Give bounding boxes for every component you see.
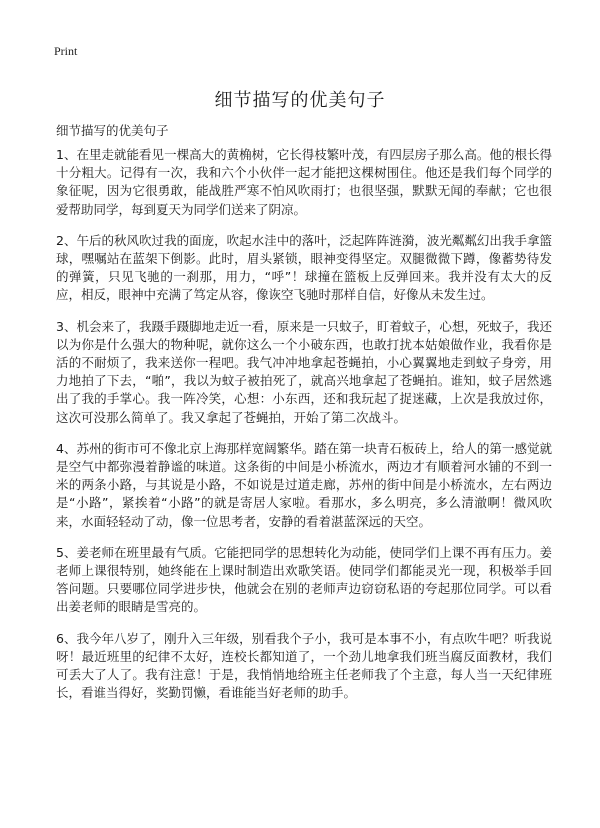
article-body [56,146,552,715]
paragraph-6: 6、我今年八岁了，刚升入三年级，别看我个子小，我可是本事不小，有点吹牛吧？听我说呀！最近班里的纪律不太好，连校长都知道了，一个劲儿地拿我们班当腐反面教材，我们可丢大了人了。我有注意！于是，我悄悄地给班主任老师我了个主意，每人当一天纪律班长，看谁当得好，奖勤罚懒，看谁能当好老师的助手。 [56,630,552,701]
paragraph-3: 3、机会来了，我蹑手蹑脚地走近一看，原来是一只蚊子，盯着蚊子，心想，死蚊子，我还以为你是什么强大的物种呢，就你这么一个小破东西，也敢打扰本姑娘做作业，我看你是活的不耐烦了，我来送你一程吧。我气冲冲地拿起苍蝇拍，小心翼翼地走到蚊子身旁，用力地拍了下去，“啪”，我以为蚊子被拍死了，就高兴地拿起了苍蝇拍。谁知，蚊子居然逃出了我的手掌心。我一阵冷笑，心想：小东西，还和我玩起了捉迷藏，上次是我放过你，这次可没那么简单了。我又拿起了苍蝇拍，开始了第二次战斗。 [56,318,552,425]
document-subtitle: 细节描写的优美句子 [56,123,169,138]
paragraph-1: 1、在里走就能看见一棵高大的黄桷树，它长得枝繁叶茂，有四层房子那么高。他的根长得十分粗大。记得有一次，我和六个小伙伴一起才能把这棵树围住。他还是我们每个同学的象征呢，因为它很勇敢，能战胜严寒不怕风吹雨打；也很坚强，默默无闻的奉献；它也很爱帮助同学，每到夏天为同学们送来了阴凉。 [56,147,552,217]
print-link[interactable]: Print [54,44,78,58]
paragraph-2: 2、午后的秋风吹过我的面庞，吹起水洼中的落叶，泛起阵阵涟漪，波光粼粼幻出我手拿篮球，嘿嘱站在蓝架下倒影。此时，眉头紧锁，眼神变得坚定。双腿微微下蹲，像蓄势待发的弹簧，只见飞驰的一刹那，用力，“呼”！球撞在篮板上反弹回来。我并没有太大的反应，相反，眼神中充满了笃定从容，像诙空飞驰时那样自信，好像从未发生过。 [56,232,552,303]
paragraph-4: 4、苏州的街市可不像北京上海那样宽阔繁华。踏在第一块青石板砖上，给人的第一感觉就是空气中都弥漫着静谧的味道。这条街的中间是小桥流水，两边才有顺着河水铺的不到一米的两条小路，与其说是小路，不如说是过道走廊，苏州的街中间是小桥流水，左右两边是“小路”，紧挨着“小路”的就是寄居人家啦。看那水，多么明亮，多么清澈啊！微风吹来，水面轻轻动了动，像一位思考者，安静的看着湛蓝深远的天空。 [56,440,552,529]
document-title: 细节描写的优美句子 [214,90,386,111]
paragraph-5: 5、姜老师在班里最有气质。它能把同学的思想转化为动能，使同学们上课不再有压力。姜老师上课很特别，她终能在上课时制造出欢歌笑语。使同学们都能灵光一现，积极举手回答问题。只要哪位同学进步快，他就会在别的老师声边窃窃私语的夸起那位同学。可以看出姜老师的眼睛是雪亮的。 [56,544,552,615]
